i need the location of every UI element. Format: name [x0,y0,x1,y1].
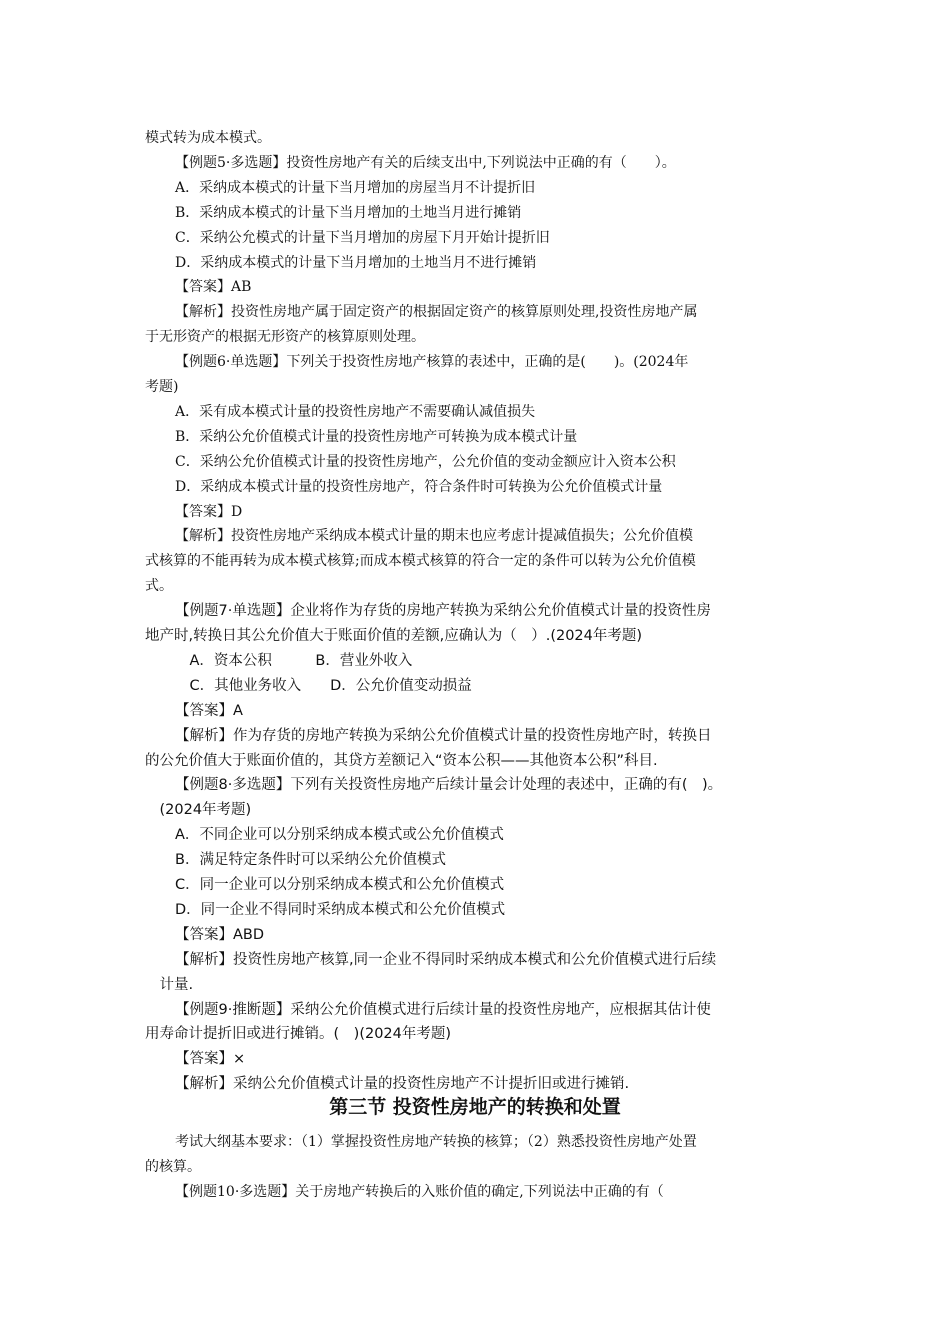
text-line: 【答案】A [175,702,243,719]
text-line: B．满足特定条件时可以采纳公允价值模式 [175,852,446,869]
text-line: 考试大纲基本要求：（1）掌握投资性房地产转换的核算；（2）熟悉投资性房地产处置 [175,1134,697,1150]
text-line: (2024年考题) [145,802,252,819]
text-line: C．采纳公允模式的计量下当月增加的房屋下月开始计提折旧 [175,229,550,246]
text-line: 【解析】投资性房地产核算,同一企业不得同时采纳成本模式和公允价值模式进行后续 [175,951,717,968]
section-heading: 第三节 投资性房地产的转换和处置 [329,1096,621,1118]
text-line: D．采纳成本模式的计量下当月增加的土地当月不进行摊销 [175,254,537,271]
text-line: 【答案】D [175,503,243,520]
text-line: 【解析】作为存货的房地产转换为采纳公允价值模式计量的投资性房地产时，转换日 [175,727,712,744]
text-line: 的公允价值大于账面价值的，其贷方差额记入“资本公积——其他资本公积”科目. [145,752,658,769]
text-line: 式核算的不能再转为成本模式核算;而成本模式核算的符合一定的条件可以转为公允价值模 [145,553,696,570]
text-line: B．采纳公允价值模式计量的投资性房地产可转换为成本模式计量 [175,428,578,445]
text-line: 于无形资产的根据无形资产的核算原则处理。 [145,329,425,346]
text-line: 【例题6·单选题】下列关于投资性房地产核算的表述中，正确的是( )。(2024年 [175,354,689,371]
text-line: C．采纳公允价值模式计量的投资性房地产，公允价值的变动金额应计入资本公积 [175,453,676,470]
text-line: 模式转为成本模式。 [145,130,271,146]
text-line: 考题) [145,379,179,395]
text-line: 【解析】投资性房地产采纳成本模式计量的期末也应考虑计提减值损失；公允价值模 [175,528,693,545]
text-line: 【例题8·多选题】下列有关投资性房地产后续计量会计处理的表述中，正确的有( )。 [175,777,723,794]
text-line: D．同一企业不得同时采纳成本模式和公允价值模式 [175,901,506,918]
text-line: 【例题7·单选题】企业将作为存货的房地产转换为采纳公允价值模式计量的投资性房 [175,603,711,620]
text-line: 的核算。 [145,1158,201,1175]
text-line: 【例题10·多选题】关于房地产转换后的入账价值的确定,下列说法中正确的有（ [175,1183,664,1200]
text-line: 【例题9·推断题】采纳公允价值模式进行后续计量的投资性房地产，应根据其估计使 [175,1001,711,1018]
text-line: 计量. [145,976,194,993]
text-line: 【答案】× [175,1051,246,1068]
text-line: B．采纳成本模式的计量下当月增加的土地当月进行摊销 [175,204,522,221]
text-line: 【解析】采纳公允价值模式计量的投资性房地产不计提折旧或进行摊销. [175,1076,630,1093]
text-line: 【例题5·多选题】投资性房地产有关的后续支出中,下列说法中正确的有（ ）。 [175,154,676,171]
text-line: 【解析】投资性房地产属于固定资产的根据固定资产的核算原则处理,投资性房地产属 [175,304,698,321]
text-line: A．不同企业可以分别采纳成本模式或公允价值模式 [175,827,504,844]
text-line: 【答案】ABD [175,926,265,943]
text-line: 【答案】AB [175,279,252,296]
text-line: A．采有成本模式计量的投资性房地产不需要确认减值损失 [175,403,536,420]
text-line: C．其他业务收入 D．公允价值变动损益 [175,677,472,694]
text-line: A．采纳成本模式的计量下当月增加的房屋当月不计提折旧 [175,179,536,196]
text-line: C．同一企业可以分别采纳成本模式和公允价值模式 [175,877,505,893]
text-line: D．采纳成本模式计量的投资性房地产，符合条件时可转换为公允价值模式计量 [175,478,663,495]
text-line: 地产时,转换日其公允价值大于账面价值的差额,应确认为（ ）.(2024年考题) [145,628,643,644]
text-line: 用寿命计提折旧或进行摊销。( )(2024年考题) [145,1026,452,1043]
text-line: A．资本公积 B．营业外收入 [175,652,413,669]
text-line: 式。 [145,578,173,595]
